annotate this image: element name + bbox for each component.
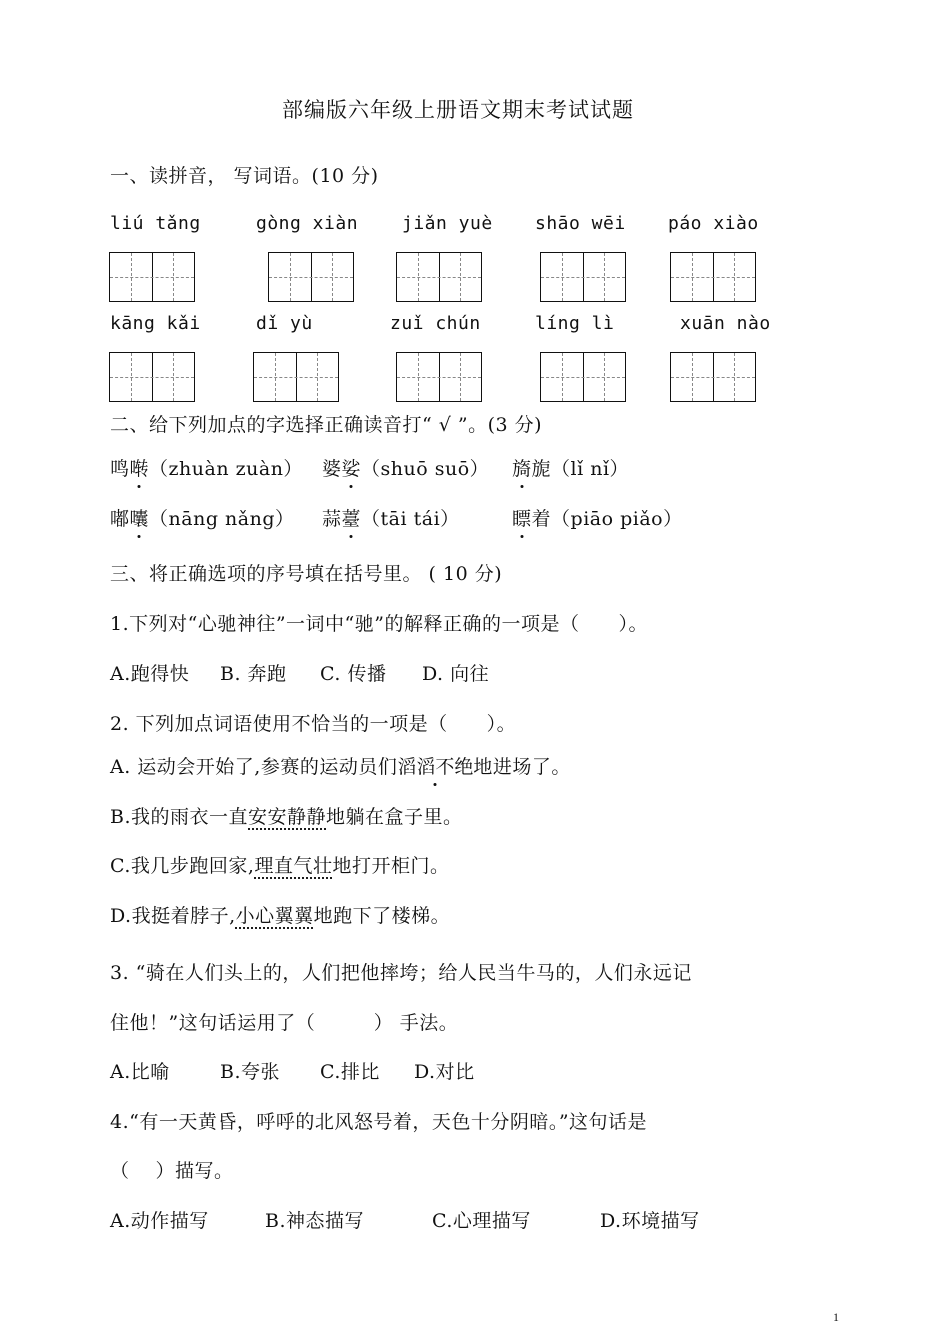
writing-grid-5[interactable]: [670, 252, 756, 302]
section2-heading: 二、给下列加点的字选择正确读音打“ √ ”。(3 分): [110, 414, 543, 436]
pronunciation-item-2: 婆娑（shuō suō）: [322, 454, 489, 481]
q1-option-c: C. 传播: [320, 663, 387, 685]
pinyin-6: kāng kǎi: [110, 313, 201, 334]
q2-option-c: C.我几步跑回家,理直气壮地打开柜门。: [110, 855, 450, 877]
pronunciation-item-5: 蒜薹（tāi tái）: [322, 504, 460, 531]
q1-option-b: B. 奔跑: [220, 663, 287, 685]
q4-option-d: D.环境描写: [600, 1210, 700, 1232]
pinyin-3: jiǎn yuè: [402, 213, 493, 234]
question-2: 2. 下列加点词语使用不恰当的一项是（ ）。: [110, 713, 517, 735]
q3-option-a: A.比喻: [110, 1061, 170, 1083]
pinyin-8: zuǐ chún: [390, 313, 481, 334]
writing-grid-9[interactable]: [540, 352, 626, 402]
q4-option-c: C.心理描写: [432, 1210, 531, 1232]
q3-option-b: B.夸张: [220, 1061, 281, 1083]
q3-option-c: C.排比: [320, 1061, 380, 1083]
q1-option-d: D. 向往: [422, 663, 490, 685]
pinyin-10: xuān nào: [680, 313, 771, 334]
dotted-phrase-d: 小心翼翼: [235, 905, 314, 927]
pinyin-2: gòng xiàn: [256, 213, 359, 234]
pinyin-9: líng lì: [535, 313, 615, 334]
writing-grid-8[interactable]: [396, 352, 482, 402]
q4-option-b: B.神态描写: [265, 1210, 365, 1232]
writing-grid-4[interactable]: [540, 252, 626, 302]
question-4-line2: （ ）描写。: [110, 1160, 234, 1182]
question-3-line1: 3. “骑在人们头上的，人们把他摔垮；给人民当牛马的，人们永远记: [110, 962, 692, 984]
dotted-phrase-b: 安安静静: [248, 806, 327, 828]
question-3-line2: 住他！”这句话运用了（ ） 手法。: [110, 1012, 459, 1034]
q2-option-d: D.我挺着脖子,小心翼翼地跑下了楼梯。: [110, 905, 451, 927]
writing-grid-3[interactable]: [396, 252, 482, 302]
writing-grid-1[interactable]: [109, 252, 195, 302]
section3-heading: 三、将正确选项的序号填在括号里。 ( 10 分): [110, 563, 503, 585]
page-title: 部编版六年级上册语文期末考试试题: [282, 98, 634, 122]
pinyin-7: dǐ yù: [256, 313, 313, 334]
section1-heading: 一、读拼音， 写词语。(10 分): [110, 165, 379, 187]
pinyin-4: shāo wēi: [535, 213, 626, 234]
pronunciation-item-4: 嘟囔（nāng nǎng）: [110, 504, 295, 531]
q2-option-b: B.我的雨衣一直安安静静地躺在盒子里。: [110, 806, 463, 828]
q3-option-d: D.对比: [414, 1061, 475, 1083]
q1-option-a: A.跑得快: [110, 663, 190, 685]
page-number: 1: [833, 1310, 839, 1324]
writing-grid-2[interactable]: [268, 252, 354, 302]
question-1: 1.下列对“心驰神往”一词中“驰”的解释正确的一项是（ ）。: [110, 613, 648, 635]
q4-option-a: A.动作描写: [110, 1210, 209, 1232]
writing-grid-10[interactable]: [670, 352, 756, 402]
writing-grid-6[interactable]: [109, 352, 195, 402]
dotted-phrase-c: 理直气壮: [254, 855, 333, 877]
pronunciation-item-6: 瞟着（piāo piǎo）: [512, 504, 683, 531]
pronunciation-item-3: 旖旎（lǐ nǐ）: [512, 454, 629, 481]
pronunciation-item-1: 鸣啭（zhuàn zuàn）: [110, 454, 303, 481]
pinyin-1: liú tǎng: [110, 213, 201, 234]
q2-option-a: A. 运动会开始了,参赛的运动员们滔滔不绝地进场了。: [110, 752, 571, 779]
writing-grid-7[interactable]: [253, 352, 339, 402]
pinyin-5: páo xiào: [668, 213, 759, 234]
question-4-line1: 4.“有一天黄昏，呼呼的北风怒号着，天色十分阴暗。”这句话是: [110, 1111, 648, 1133]
